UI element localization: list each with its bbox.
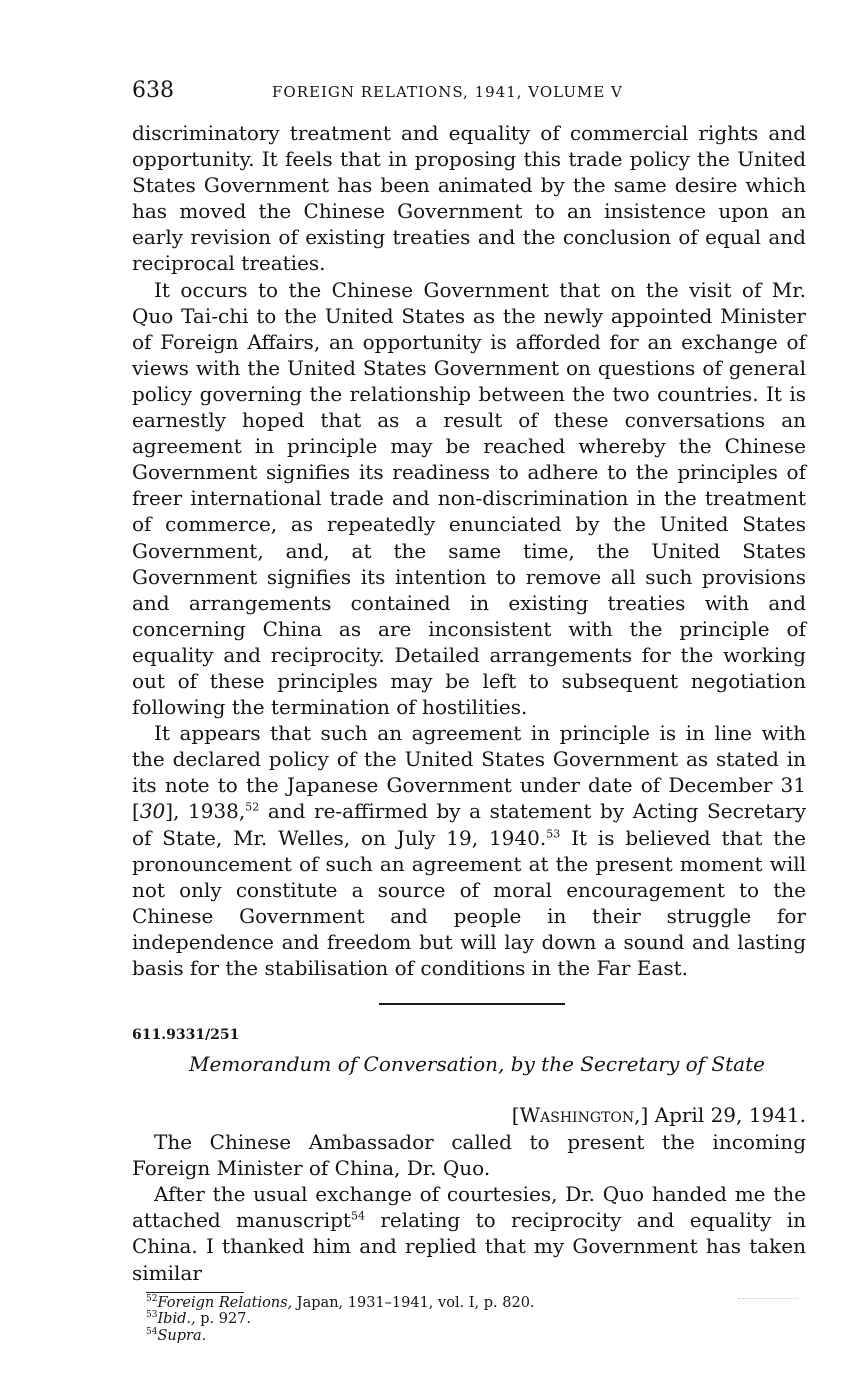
footnote-number: 52 bbox=[146, 1293, 158, 1304]
memo-para2-text-a: After the usual exchange of courtesies, Dr. Quo handed me the attached manuscript bbox=[132, 1182, 806, 1233]
dateline-date: April 29, 1941. bbox=[648, 1103, 806, 1128]
footnote-italic: Ibid., bbox=[157, 1311, 196, 1328]
dateline-place: Washington bbox=[519, 1103, 635, 1128]
running-header bbox=[132, 78, 806, 112]
running-title: FOREIGN RELATIONS, 1941, VOLUME V bbox=[272, 83, 623, 101]
scan-smudge bbox=[738, 1298, 798, 1303]
section-divider bbox=[379, 1003, 565, 1005]
para3-text-d: It is believed that the pronouncement of such an agreement at the present moment will not only constitute a source of moral encouragement to the Chinese Government and people in their struggle for independence and freedom but will lay down a sound and lasting basis for the stabilisation of conditions in the Far East. bbox=[132, 825, 806, 980]
memo-paragraph-manuscript bbox=[132, 1181, 806, 1285]
footnote-italic: Supra. bbox=[157, 1327, 207, 1344]
footnote-52 bbox=[146, 1295, 806, 1312]
dateline bbox=[132, 1101, 806, 1129]
para3-text-c: and re-affirmed by a statement by Acting Secretary of State, Mr. Welles, on July 19, 1940. bbox=[132, 799, 806, 850]
dateline-close: ,] bbox=[634, 1103, 649, 1128]
paragraph-continuation: discriminatory treatment and equality of commercial rights and opportunity. It feels that in proposing this trade policy the United States Government has been animated by the same desire which has moved the Chinese Government to an insistence upon an early revision of existing treaties and the conclusion of equal and reciprocal treaties. bbox=[132, 121, 806, 276]
footnote-ref-52[interactable]: 52 bbox=[245, 800, 260, 814]
dateline-open: [ bbox=[511, 1103, 520, 1128]
footnote-ref-54[interactable]: 54 bbox=[350, 1209, 365, 1223]
footnote-italic: Foreign Relations, bbox=[157, 1294, 293, 1311]
footnote-separator bbox=[146, 1292, 244, 1293]
footnote-text: p. 927. bbox=[195, 1311, 252, 1328]
paragraph-quo-visit: It occurs to the Chinese Government that on the visit of Mr. Quo Tai-chi to the United States as the newly appointed Minister of Foreign Affairs, an opportunity is afforded for an exchange of views with the United States Government on questions of general policy governing the relationship between the two countries. It is earnestly hoped that as a result of these conversations an agreement in principle may be reached whereby the Chinese Government signifies its readiness to adhere to the principles of freer international trade and non-discrimination in the treatment of commerce, as repeatedly enunciated by the United States Government, and, at the same time, the United States Government signifies its intention to remove all such provisions and arrangements contained in existing treaties with and concerning China as are inconsistent with the principle of equality and reciprocity. Detailed arrangements for the working out of these principles may be left to subsequent negotiation following the termination of hostilities. bbox=[132, 277, 806, 720]
memo-title: Memorandum of Conversation, by the Secretary of State bbox=[189, 1052, 765, 1077]
footnote-number: 53 bbox=[146, 1310, 158, 1321]
document-page bbox=[132, 78, 806, 1344]
para3-bracket-date: 30 bbox=[139, 799, 166, 824]
footnote-54 bbox=[146, 1328, 806, 1345]
footnote-text: Japan, 1931–1941, vol. I, p. 820. bbox=[292, 1294, 535, 1311]
para3-text-b: ], 1938, bbox=[165, 799, 246, 824]
para3-text-a: It appears that such an agreement in principle is in line with the declared policy of the United States Government as stated in its note to the Japanese Government under date of December 31 [ bbox=[132, 721, 806, 824]
file-number: 611.9331/251 bbox=[132, 1027, 240, 1044]
page-number: 638 bbox=[132, 78, 174, 103]
paragraph-agreement-policy bbox=[132, 720, 806, 981]
footnote-53 bbox=[146, 1311, 806, 1328]
footnote-number: 54 bbox=[146, 1326, 158, 1337]
memo-para2-text-b: relating to reciprocity and equality in China. I thanked him and replied that my Government has taken similar bbox=[132, 1208, 806, 1285]
memo-paragraph-ambassador: The Chinese Ambassador called to present the incoming Foreign Minister of China, Dr. Quo. bbox=[132, 1130, 806, 1181]
footnotes bbox=[146, 1295, 806, 1345]
footnote-ref-53[interactable]: 53 bbox=[546, 826, 561, 840]
